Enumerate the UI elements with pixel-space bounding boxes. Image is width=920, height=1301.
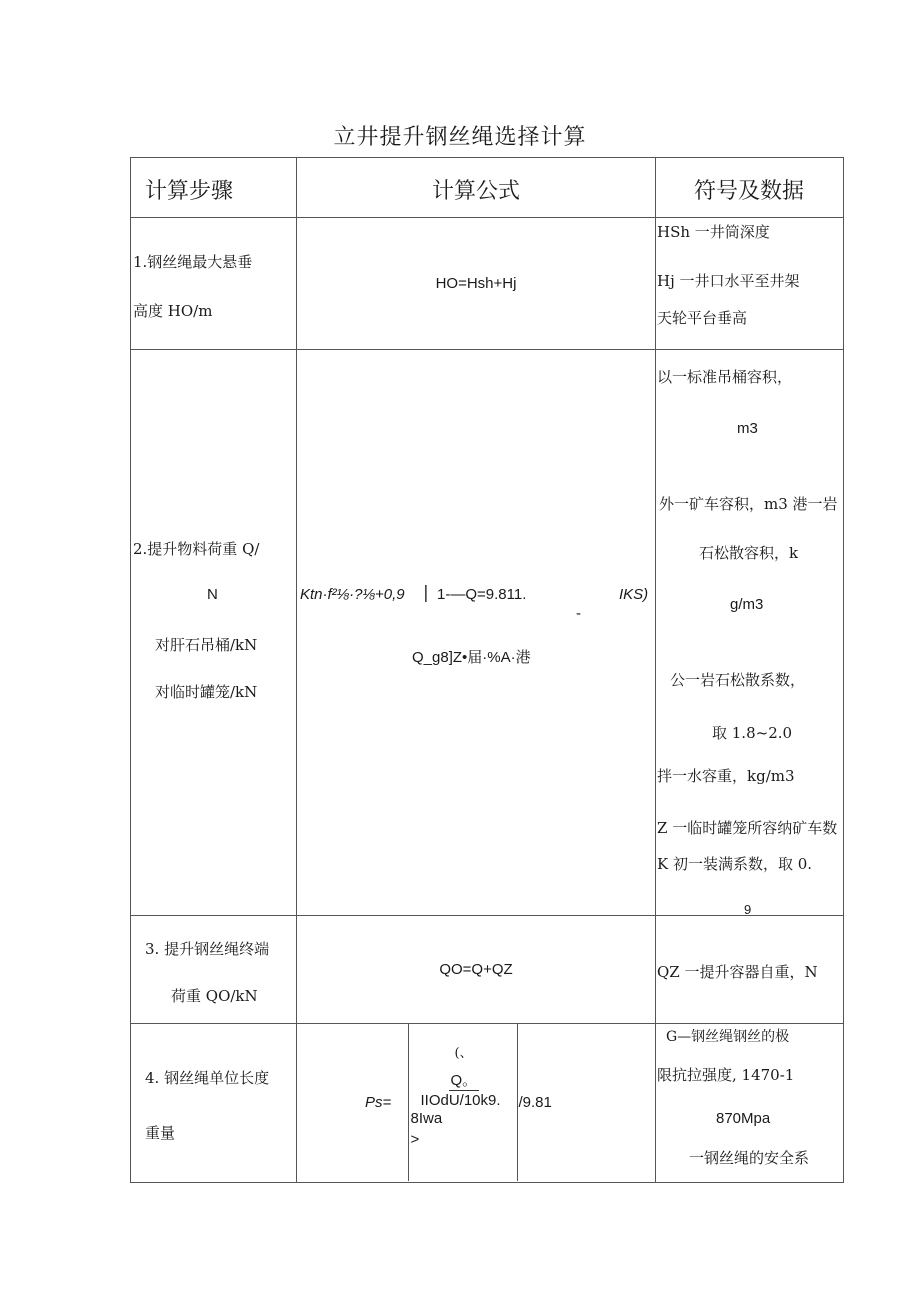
- table-row: [131, 350, 844, 916]
- row1-data-line1: HSh 一井筒深度: [657, 223, 770, 241]
- row2-step-line2: N: [207, 586, 218, 603]
- table-header-row: [131, 158, 844, 218]
- calculation-table: [130, 157, 844, 1183]
- row3-step-line1: 3. 提升钢丝绳终端: [145, 940, 270, 958]
- row2-data-line10: K 初一装满系数，取 0.: [657, 855, 813, 873]
- row4-ps-label: Ps=: [365, 1094, 392, 1111]
- header-data: 符号及数据: [694, 179, 805, 204]
- row1-step-line1: 1.钢丝绳最大悬垂: [133, 253, 253, 271]
- row2-formula-part-c: IKS): [619, 586, 649, 603]
- row2-data-line4: 石松散容积，k: [699, 544, 799, 562]
- row3-step-line2: 荷重 QO/kN: [171, 987, 258, 1005]
- row2-step-line1: 2.提升物料荷重 Q/: [133, 540, 260, 558]
- row1-data-line2: Hj 一井口水平至井架: [657, 272, 800, 290]
- row2-formula-line2: Q_g8]Z•届·%A·港: [412, 649, 531, 666]
- row2-data-line7: 取 1.8~2.0: [712, 724, 793, 742]
- row2-formula-minus: -: [576, 605, 581, 622]
- row1-formula: HO=Hsh+Hj: [435, 275, 517, 292]
- table-row: [131, 218, 844, 350]
- row2-formula-bar: |: [423, 583, 429, 603]
- row4-step-line1: 4. 钢丝绳单位长度: [145, 1069, 270, 1087]
- row4-denominator: /9.81: [518, 1094, 552, 1111]
- row2-data-line2: m3: [737, 420, 758, 437]
- row4-frac-gt: >: [410, 1131, 420, 1148]
- row2-data-line9: Z 一临时罐笼所容纳矿车数: [657, 819, 838, 837]
- row4-frac-low: 8Iwa: [410, 1110, 443, 1127]
- row4-data-line4: 一钢丝绳的安全系: [689, 1149, 810, 1167]
- header-step: 计算步骤: [145, 179, 234, 204]
- row2-data-line11: 9: [744, 902, 752, 917]
- row3-formula: QO=Q+QZ: [439, 961, 513, 978]
- row2-data-line6: 公一岩石松散系数，: [670, 671, 806, 689]
- row4-frac-q: Q。: [449, 1069, 480, 1091]
- row2-data-line1: 以一标准吊桶容积，: [657, 368, 793, 386]
- row1-data-line3: 天轮平台垂高: [657, 309, 748, 327]
- row1-step-line2: 高度 HO/m: [133, 302, 213, 320]
- row4-data-line2: 限抗拉强度, 1470-1: [657, 1066, 795, 1084]
- page-title: 立井提升钢丝绳选择计算: [333, 125, 587, 150]
- row4-data-line1: G—钢丝绳钢丝的极: [666, 1029, 790, 1045]
- row4-data-line3: 870Mpa: [716, 1110, 771, 1127]
- row2-formula-part-b: 1-—Q=9.811.: [437, 586, 527, 603]
- row4-step-line2: 重量: [145, 1124, 176, 1142]
- row4-formula-grid: [297, 1024, 656, 1181]
- row2-step-line4: 对临时罐笼/kN: [155, 683, 258, 701]
- row2-data-line8: 拌一水容重，kg∕m3: [657, 767, 795, 785]
- row3-data: QZ 一提升容器自重，N: [657, 963, 818, 981]
- row4-frac-top: (、: [454, 1046, 473, 1061]
- row2-data-line3: 外一矿车容积，m3 港一岩: [659, 495, 838, 513]
- header-formula: 计算公式: [431, 179, 520, 204]
- table-row: [131, 1024, 844, 1183]
- row4-frac-mid: IIOdU/10k9.: [420, 1092, 501, 1109]
- row2-step-line3: 对肝石吊桶/kN: [155, 636, 258, 654]
- table-row: [131, 916, 844, 1024]
- row2-formula-part-a: Ktn·f²⅛·?⅛+0,9: [300, 586, 405, 603]
- row2-data-line5: g/m3: [730, 596, 764, 613]
